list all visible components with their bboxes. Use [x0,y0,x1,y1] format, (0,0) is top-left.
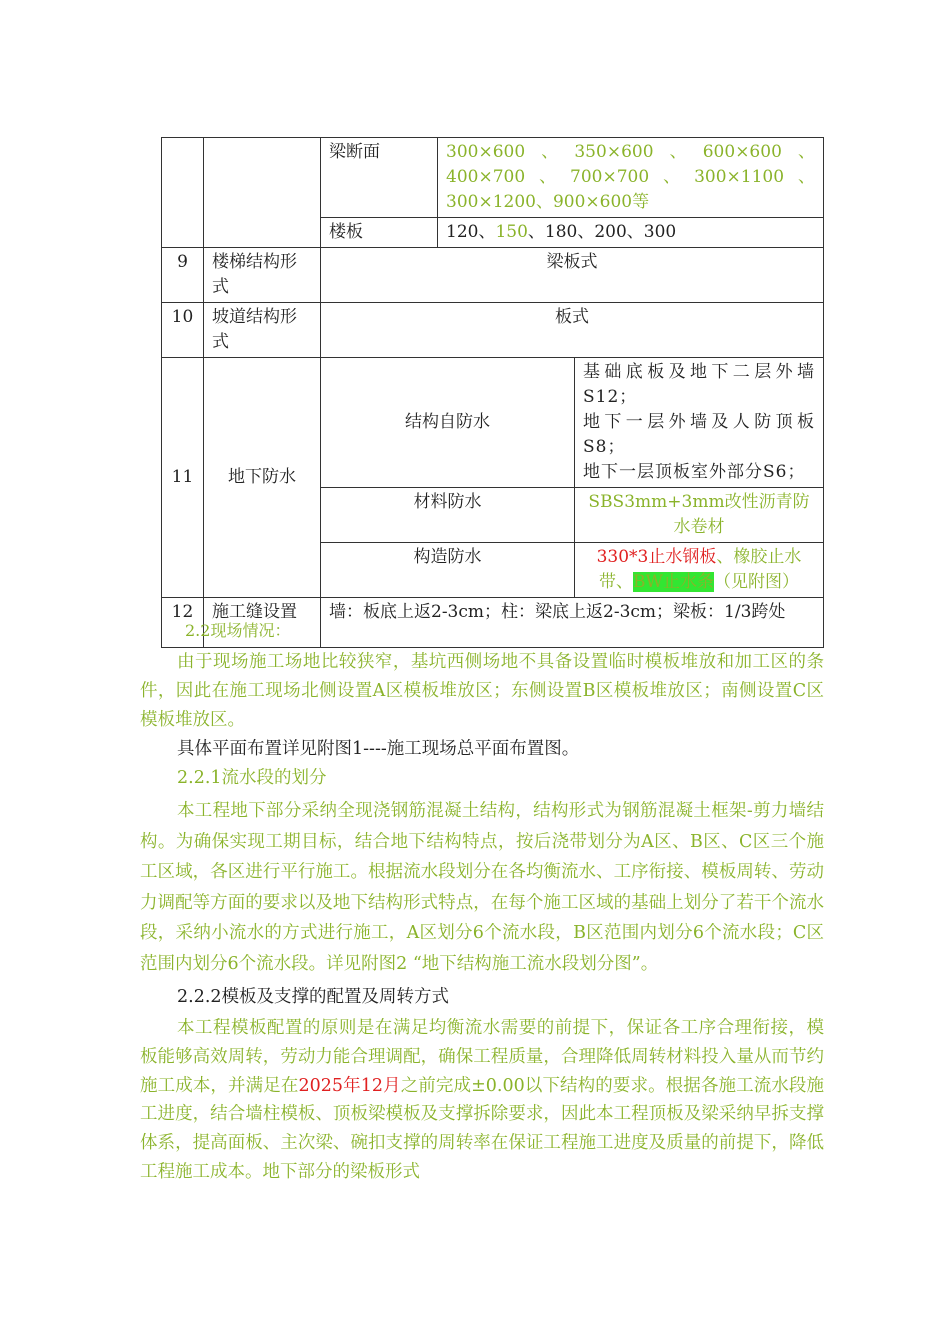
self-waterproof-value: 基础底板及地下二层外墙S12； 地下一层外墙及人防顶板S8； 地下一层顶板室外部分S6； [575,358,824,488]
paragraph: 本工程模板配置的原则是在满足均衡流水需要的前提下，保证各工序合理衔接，模板能够高效周转，劳动力能合理调配，确保工程质量，合理降低周转材料投入量从而节约施工成本，并满足在2025年12月之前完成±0.00以下结构的要求。根据各施工流水段施工进度，结合墙柱模板、顶板梁模板及支撑拆除要求，因此本工程顶板及梁采纳早拆支撑体系，提高面板、主次梁、碗扣支撑的周转率在保证工程施工进度及质量的前提下，降低工程施工成本。地下部分的梁板形式 [140,1018,825,1182]
row-value: 墙：板底上返2-3cm；柱：梁底上返2-3cm；梁板：1/3跨处 [321,598,824,648]
row-number: 10 [162,303,204,358]
slab-value: 120、150、180、200、300 [438,218,824,248]
self-waterproof-label: 结构自防水 [321,358,575,488]
paragraph: 由于现场施工场地比较狭窄，基坑西侧场地不具备设置临时模板堆放和加工区的条件，因此在施工现场北侧设置A区模板堆放区；东侧设置B区模板堆放区；南侧设置C区模板堆放区。 [140,652,824,730]
beam-section-label: 梁断面 [321,138,438,218]
row-number: 11 [162,358,204,598]
structure-spec-table [161,137,824,648]
table-cell-empty [204,138,321,248]
paragraph: 本工程地下部分采纳全现浇钢筋混凝土结构，结构形式为钢筋混凝土框架-剪力墙结构。为确保实现工期目标，结合地下结构特点，按后浇带划分为A区、B区、C区三个施工区域，各区进行平行施工。根据流水段划分在各均衡流水、工序衔接、模板周转、劳动力调配等方面的要求以及地下结构形式特点，在每个施工区域的基础上划分了若干个流水段，采纳小流水的方式进行施工，A区划分6个流水段，B区范围内划分6个流水段；C区范围内划分6个流水段。详见附图2 “地下结构施工流水段划分图”。 [140,801,824,974]
row-title: 地下防水 [204,358,321,598]
material-waterproof-value: SBS3mm+3mm改性沥青防水卷材 [575,488,824,543]
paragraph: 具体平面布置详见附图1----施工现场总平面布置图。 [177,739,580,759]
row-value: 梁板式 [321,248,824,303]
row-title: 楼梯结构形式 [204,248,321,303]
material-waterproof-label: 材料防水 [321,488,575,543]
construct-waterproof-value: 330*3止水钢板、橡胶止水带、BW止水条（见附图） [575,543,824,598]
section-heading: 2.2.2模板及支撑的配置及周转方式 [177,987,450,1007]
table-row-10 [162,303,824,358]
table-row-beam [162,138,824,218]
table-cell-empty [162,138,204,248]
section-heading: 2.2.1流水段的划分 [177,768,327,788]
section-site-conditions [140,618,824,1187]
table-row-9 [162,248,824,303]
table-row-11 [162,358,824,488]
construct-waterproof-label: 构造防水 [321,543,575,598]
row-title: 施工缝设置 [204,598,321,648]
section-heading: 2.2现场情况： [185,621,291,640]
beam-section-value: 300×600、350×600、600×600、400×700、700×700、300×1100、300×1200、900×600等 [438,138,824,218]
row-value: 板式 [321,303,824,358]
row-number: 12 [162,598,204,648]
slab-label: 楼板 [321,218,438,248]
row-title: 坡道结构形式 [204,303,321,358]
row-number: 9 [162,248,204,303]
